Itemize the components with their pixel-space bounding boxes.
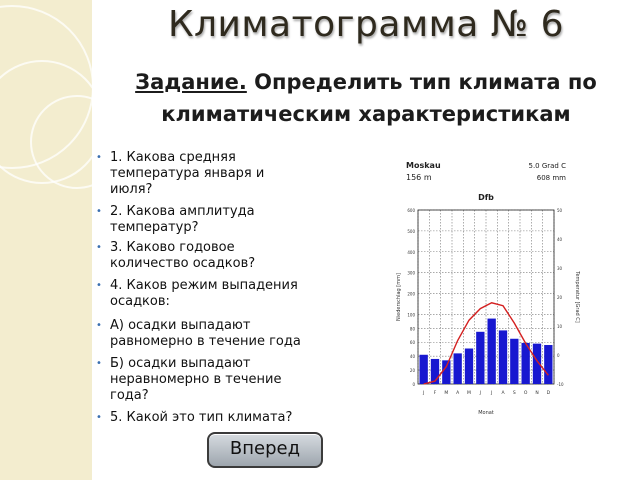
left-tick-label: 400 [407,249,415,255]
question-line: равномерно в течение года [110,334,301,349]
precipitation-bar [476,332,484,384]
precipitation-bar [499,330,507,384]
left-tick-label: 0 [412,382,415,387]
question-line: температура января и [110,166,265,181]
month-label: F [433,391,437,396]
question-line: Б) осадки выпадают [110,356,251,371]
task-text: Определить тип климата по [246,70,597,94]
climate-chart [388,150,588,422]
question-line: 2. Какова амплитуда [110,204,255,219]
month-label: O [523,391,528,396]
task-line-1 [96,66,636,98]
next-button[interactable]: Вперед [207,432,323,468]
bullet-icon: • [96,412,102,423]
question-line: 3. Каково годовое [110,240,235,255]
bullet-icon: • [96,206,102,217]
y-axis-label-left: Niederschlag [mm] [396,273,402,321]
precipitation-bar [465,349,473,384]
left-tick-label: 200 [407,291,415,297]
left-tick-label: 100 [407,312,415,318]
question-item [96,150,360,198]
right-tick-label: 30 [557,266,563,271]
month-label: M [444,391,449,396]
left-tick-label: 600 [407,208,415,213]
left-tick-label: 80 [409,326,415,332]
precipitation-bar [420,355,428,384]
left-tick-label: 60 [409,340,415,346]
question-line: А) осадки выпадают [110,318,251,333]
left-tick-label: 300 [407,270,415,276]
x-axis-label: Monat [478,410,494,416]
precipitation-bar [510,339,518,384]
right-tick-label: 10 [557,324,563,329]
month-label: N [535,391,539,396]
month-label: D [546,391,551,396]
left-tick-label: 20 [409,368,415,374]
question-item [96,356,360,404]
bullet-icon: • [96,358,102,369]
bullet-icon: • [96,280,102,291]
question-item [96,240,360,272]
question-line: неравномерно в течение [110,372,282,387]
slide-title: Климатограмма № 6 [167,4,565,45]
right-tick-label: 20 [557,295,563,300]
annual-precip: 608 mm [536,174,566,182]
task-line-2: климатическим характеристикам [161,102,571,126]
question-line: количество осадков? [110,256,256,271]
precipitation-bar [488,319,496,384]
task-block [96,66,636,130]
month-label: A [501,391,505,396]
bullet-icon: • [96,320,102,331]
question-item [96,410,360,426]
month-label: J [491,391,493,396]
month-label: J [479,391,481,396]
month-label: J [423,391,425,396]
question-item [96,278,360,310]
right-tick-label: 40 [557,237,563,242]
annual-mean-temp: 5.0 Grad C [528,162,566,170]
precipitation-bar [454,353,462,384]
climate-class: Dfb [478,193,494,202]
question-line: осадков: [110,294,170,309]
month-label: M [467,391,471,396]
precipitation-bar [442,360,450,384]
bullet-icon: • [96,242,102,253]
right-tick-label: 0 [557,353,560,358]
right-tick-label: 50 [557,208,563,213]
decorative-side-band [0,0,92,480]
station-elevation: 156 m [406,173,432,182]
left-tick-label: 40 [409,354,415,360]
y-axis-label-right: Temperatur [Grad C] [574,271,580,323]
question-line: года? [110,388,149,403]
right-tick-label: -10 [557,382,564,387]
question-line: июля? [110,182,153,197]
task-label: Задание. [135,70,247,94]
question-line: температур? [110,220,199,235]
station-name: Moskau [406,161,441,170]
left-tick-label: 500 [407,228,415,234]
precipitation-bar [544,345,552,384]
question-line: 5. Какой это тип климата? [110,410,293,425]
question-item [96,318,360,350]
month-label: A [456,391,460,396]
question-line: 4. Каков режим выпадения [110,278,298,293]
month-label: S [512,391,516,396]
bullet-icon: • [96,152,102,163]
question-line: 1. Какова средняя [110,150,236,165]
question-item [96,204,360,236]
